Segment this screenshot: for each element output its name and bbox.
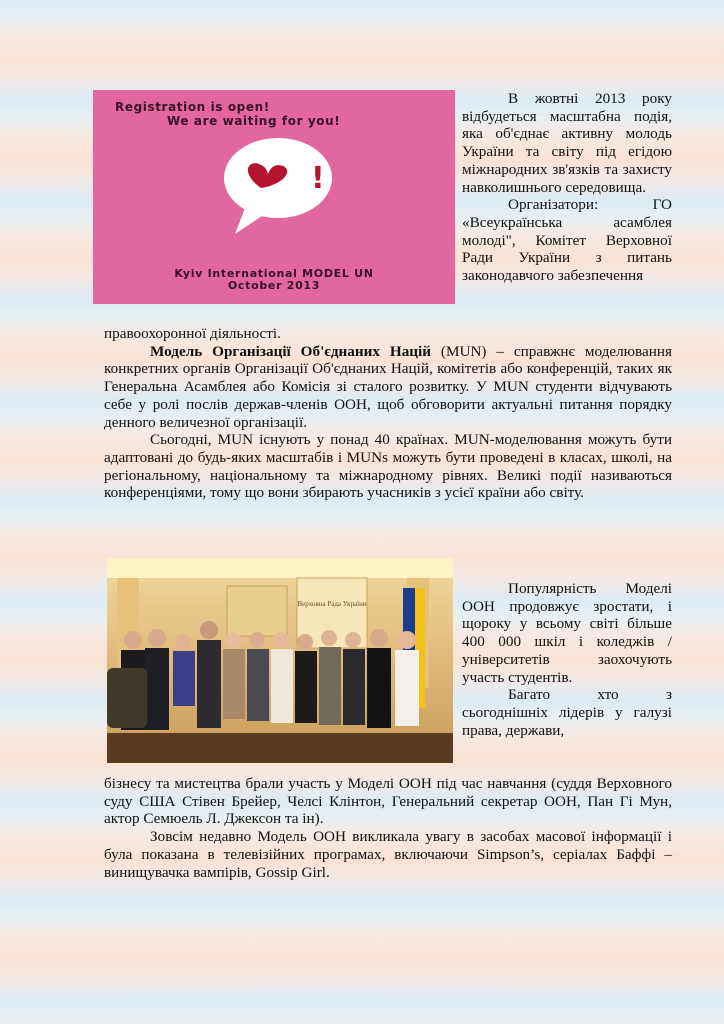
mun-definition-text: (MUN) – справжнє моделювання конкретних органів Організації Об'єднаних Націй, комітетів або конференцій, таких як Генеральна Асамблея або Комісія зі сталого розвитку. У MUN студенти відчувають себе у ролі послів держав-членів ООН, щоб обговорити актуальні питання порядку денного величезної організації. <box>104 342 672 431</box>
mun-poster-image <box>93 90 455 304</box>
poster-line-1: Registration is open! <box>115 100 270 114</box>
poster-footer-2: October 2013 <box>227 279 321 292</box>
closing-body <box>104 775 672 881</box>
poster-footer <box>93 268 455 292</box>
poster-footer-1: Kyiv International MODEL UN <box>174 267 374 280</box>
poster-line-2: We are waiting for you! <box>167 114 341 128</box>
photo-banner-text: Верховна Рада України <box>297 600 367 608</box>
poster-registration-text <box>115 100 445 128</box>
main-body <box>104 325 672 502</box>
intro-column <box>462 90 672 285</box>
media-paragraph: Зовсім недавно Модель ООН викликала увагу в засобах масової інформації і була показана в телевізійних програмах, включаючи Simpson’s, серіалах Баффі – винищувачка вампірів, Gossip Girl. <box>104 828 672 881</box>
side-column <box>462 580 672 739</box>
intro-paragraph-2-continued: правоохоронної діяльності. <box>104 325 281 342</box>
group-photo-image <box>107 558 453 763</box>
speech-bubble-heart-icon <box>223 130 333 250</box>
leaders-paragraph-continued: бізнесу та мистецтва брали участь у Моделі ООН під час навчання (суддя Верховного суду США Стівен Брейер, Челсі Клінтон, Генеральний секретар ООН, Пан Гі Мун, актор Семюель Л. Джексон та ін). <box>104 775 672 828</box>
mun-definition-paragraph <box>104 343 672 432</box>
leaders-paragraph: Багато хто з сьогоднішніх лідерів у галузі права, держави, <box>462 686 672 739</box>
mun-bold-term: Модель Організації Об'єднаних Націй <box>150 342 432 360</box>
mun-today-paragraph: Сьогодні, MUN існують у понад 40 країнах. MUN-моделювання можуть бути адаптовані до будь-яких масштабів і MUNs можуть бути проведені в класах, школі, на регіональному, національному та міжнародному рівнях. Великі події називаються конференціями, тому що вони збирають учасників з усієї країни або світу. <box>104 431 672 502</box>
intro-paragraph-1: В жовтні 2013 року відбудеться масштабна подія, яка об'єднає активну молодь України та світу під егідою міжнародних зв'язків та захисту навколишнього середовища. <box>462 90 672 196</box>
intro-paragraph-2: Організатори: ГО «Всеукраїнська асамблея молоді", Комітет Верховної Ради України з питань законодавчого забезпечення <box>462 196 672 285</box>
exclamation-mark: ! <box>311 161 325 196</box>
popularity-paragraph: Популярність Моделі ООН продовжує зростати, і щороку у всьому світі більше 400 000 шкіл і коледжів / університетів заохочують участь студентів. <box>462 580 672 686</box>
